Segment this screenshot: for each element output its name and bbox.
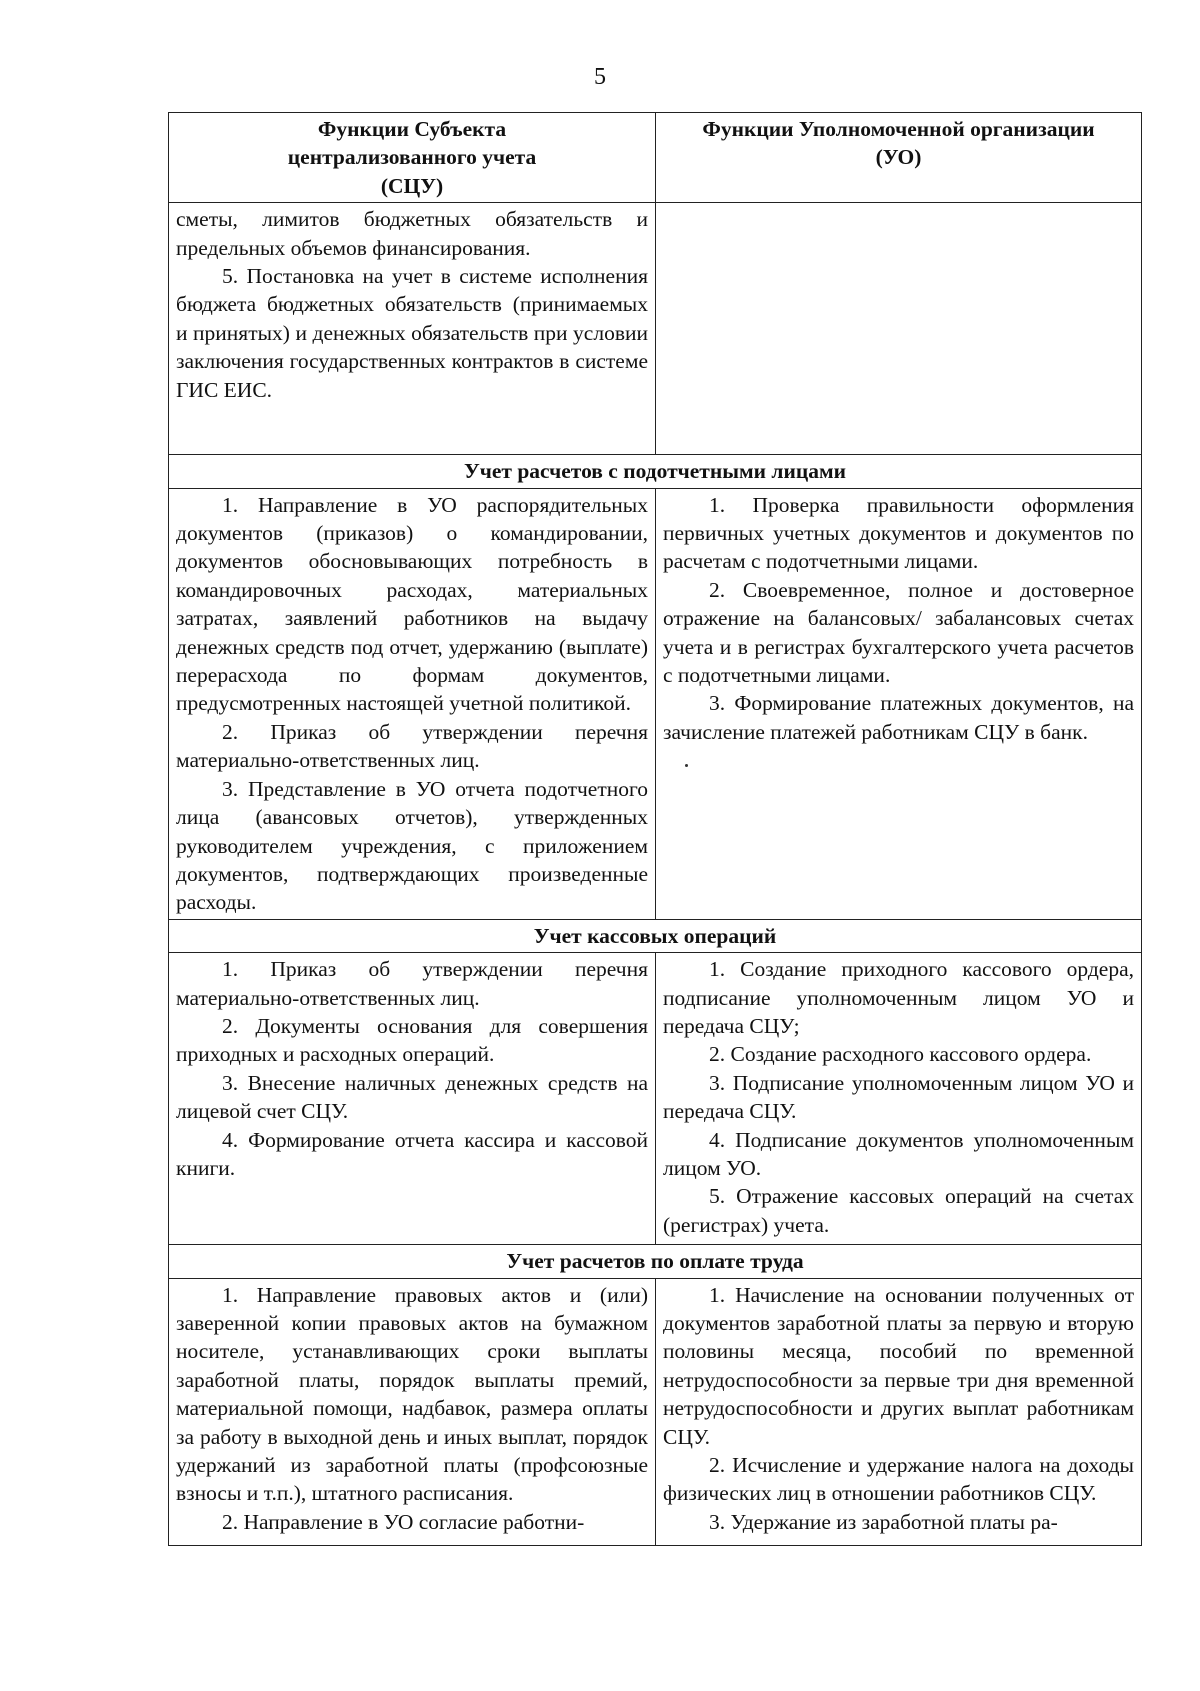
cell-scu — [169, 488, 656, 919]
paragraph: 3. Удержание из заработной платы ра- — [709, 1509, 1058, 1534]
cell-scu — [169, 953, 656, 1245]
section-title: Учет расчетов с подотчетными лицами — [169, 455, 1142, 488]
paragraph: 5. Отражение кассовых операций на счетах (регистрах) учета. — [663, 1184, 1134, 1237]
paragraph: 3. Внесение наличных денежных средств на лицевой счет СЦУ. — [176, 1070, 648, 1124]
section-title: Учет кассовых операций — [169, 919, 1142, 952]
table-row — [169, 953, 1142, 1245]
paragraph: 2. Документы основания для совершения приходных и расходных операций. — [176, 1013, 648, 1067]
paragraph: 1. Направление правовых актов и (или) заверенной копии правовых актов на бумажном носителе, устанавливающих сроки выплаты заработной платы, порядок выплаты премий, материальной помощи, надбавок, размера оплаты за работу в выходной день и иных выплат, порядок удержаний из заработной платы (профсоюзные взносы и т.п.), штатного расписания. — [176, 1282, 648, 1506]
paragraph: 5. Постановка на учет в системе исполнения бюджета бюджетных обязательств (принимаемых и принятых) и денежных обязательств при условии заключения государственных контрактов в системе ГИС ЕИС. — [176, 264, 648, 402]
paragraph: 1. Создание приходного кассового ордера, подписание уполномоченным лицом УО и передача СЦУ; — [663, 957, 1134, 1038]
cell-uo — [656, 488, 1142, 919]
paragraph: 2. Своевременное, полное и достоверное отражение на балансовых/ забалансовых счетах учета и в регистрах бухгалтерского учета расчетов с подотчетными лицами. — [663, 577, 1134, 688]
paragraph: 1. Проверка правильности оформления первичных учетных документов и документов по расчетам с подотчетными лицами. — [663, 492, 1134, 574]
paragraph: 2. Исчисление и удержание налога на доходы физических лиц в отношении работников СЦУ. — [663, 1452, 1134, 1506]
header-scu — [169, 113, 656, 203]
section-row — [169, 1245, 1142, 1278]
section-row — [169, 455, 1142, 488]
header-scu-line: (СЦУ) — [380, 173, 444, 198]
page-number: 5 — [594, 64, 606, 90]
paragraph: 4. Формирование отчета кассира и кассовой книги. — [176, 1127, 648, 1180]
cell-uo — [656, 953, 1142, 1245]
header-uo-line: Функции Уполномоченной организации — [702, 117, 1095, 141]
header-uo — [656, 113, 1142, 203]
paragraph: 3. Подписание уполномоченным лицом УО и передача СЦУ. — [663, 1070, 1134, 1124]
paragraph: 2. Приказ об утверждении перечня материально-ответственных лиц. — [176, 719, 648, 773]
cell-uo — [656, 203, 1142, 455]
header-scu-line: Функции Субъекта — [317, 117, 507, 141]
paragraph: 2. Создание расходного кассового ордера. — [709, 1042, 1092, 1067]
cell-scu — [169, 203, 656, 455]
table-row — [169, 1278, 1142, 1545]
paragraph: 3. Формирование платежных документов, на зачисление платежей работникам СЦУ в банк. — [663, 691, 1134, 744]
table-header-row — [169, 113, 1142, 203]
table-row — [169, 203, 1142, 455]
paragraph: 2. Направление в УО согласие работни- — [222, 1509, 585, 1534]
paragraph: 1. Направление в УО распорядительных документов (приказов) о командировании, документов обосновывающих потребность в командировочных расходах, материальных затратах, заявлений работников на выдачу денежных средств под отчет, удержанию (выплате) перерасхода по формам документов, предусмотренных настоящей учетной политикой. — [176, 492, 648, 716]
paragraph: 3. Представление в УО отчета подотчетного лица (авансовых отчетов), утвержденных руководителем учреждения, с приложением документов, подтверждающих произведенные расходы. — [176, 776, 648, 915]
section-title: Учет расчетов по оплате труда — [169, 1245, 1142, 1278]
header-uo-line: (УО) — [875, 145, 922, 170]
stray-dot-mark — [685, 764, 688, 767]
cell-uo — [656, 1278, 1142, 1545]
table-row — [169, 488, 1142, 919]
cell-scu — [169, 1278, 656, 1545]
paragraph: сметы, лимитов бюджетных обязательств и предельных объемов финансирования. — [176, 207, 648, 260]
section-row — [169, 919, 1142, 952]
paragraph: 1. Приказ об утверждении перечня материально-ответственных лиц. — [176, 957, 648, 1010]
header-scu-line: централизованного учета — [287, 145, 537, 170]
paragraph: 1. Начисление на основании полученных от документов заработной платы за первую и вторую половины месяца, пособий по временной нетрудоспособности за первые три дня временной нетрудоспособности и других выплат работникам СЦУ. — [663, 1282, 1134, 1449]
functions-table — [168, 112, 1142, 1546]
paragraph: 4. Подписание документов уполномоченным лицом УО. — [663, 1127, 1134, 1180]
